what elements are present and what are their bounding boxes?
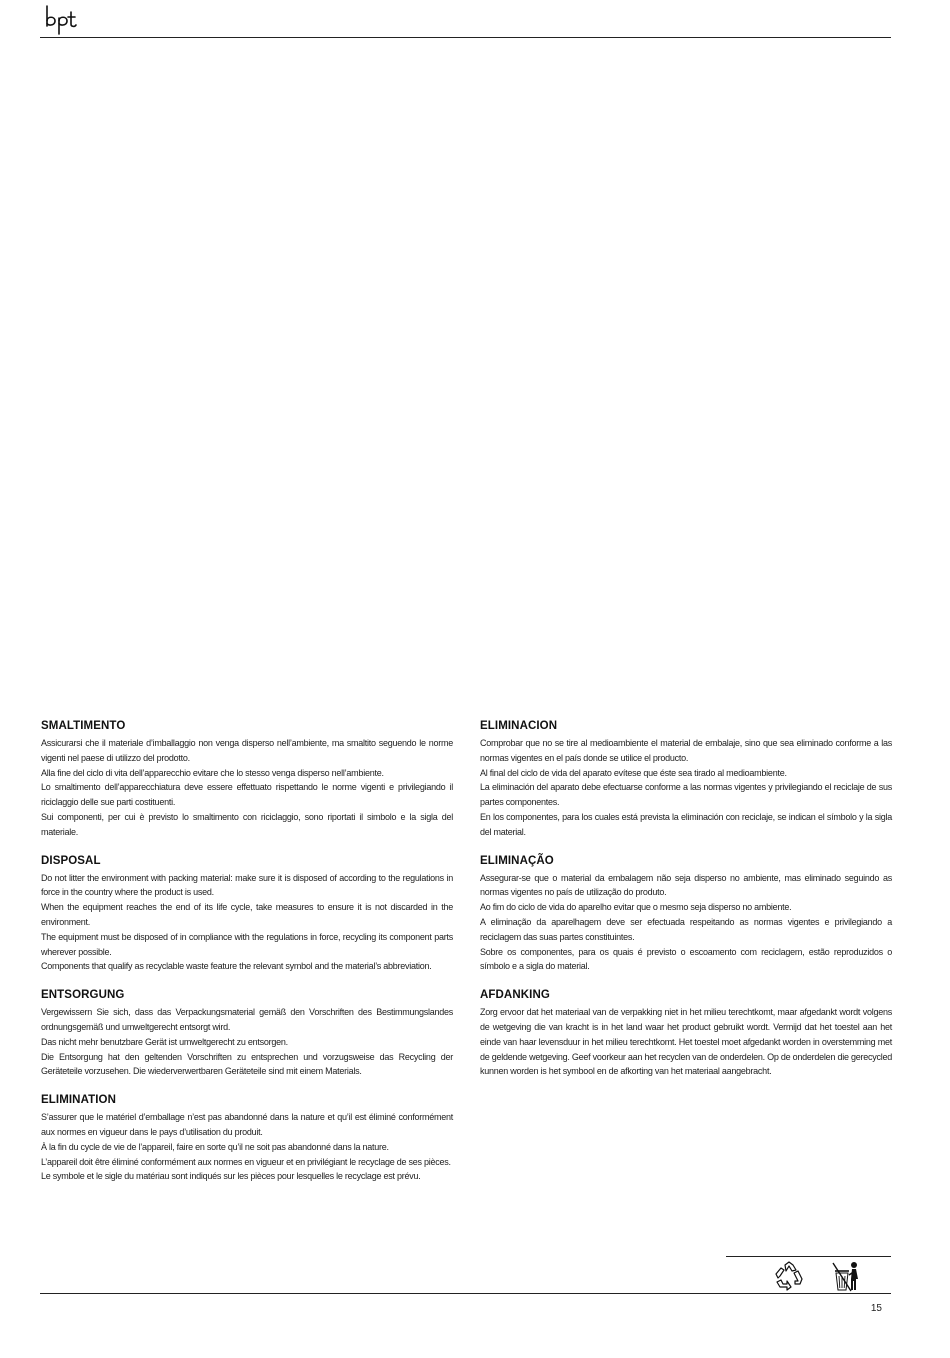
- section-eliminação: [480, 854, 892, 975]
- section-paragraph: Assicurarsi che il materiale d’imballaggio non venga disperso nell’ambiente, ma smaltito seguendo le norme vigenti nel paese di utilizzo del prodotto.: [41, 738, 453, 763]
- left-column: [41, 719, 453, 1198]
- section-paragraph: Das nicht mehr benutzbare Gerät ist umweltgerecht zu entsorgen.: [41, 1036, 288, 1047]
- section-paragraph: Sui componenti, per cui è previsto lo smaltimento con riciclaggio, sono riportati il simbolo e la sigla del materiale.: [41, 811, 453, 837]
- section-paragraph: Components that qualify as recyclable waste feature the relevant symbol and the material’s abbreviation.: [41, 961, 432, 972]
- section-paragraph: Zorg ervoor dat het materiaal van de verpakking niet in het milieu terechtkomt, maar afgedankt wordt volgens de wetgeving die van kracht is in het land waar het product gebruikt wordt. Vermijd dat het toestel aan het einde van haar levensduur in het milieu terechtkomt. Het toestel moet afgedankt worden in overstemming met de geldende wetgeving. Geef voorkeur aan het recyclen van de onderdelen. Op de onderdelen die gerecycled kunnen worden is het symbool en de afkorting van het materiaal aangebracht.: [480, 1007, 892, 1077]
- footer-rule: [40, 1293, 891, 1294]
- section-entsorgung: [41, 988, 453, 1079]
- section-eliminacion: [480, 719, 892, 840]
- section-title: ELIMINATION: [41, 1094, 116, 1107]
- section-paragraph: Le symbole et le sigle du matériau sont indiqués sur les pièces pour lesquelles le recyclage est prévu.: [41, 1171, 421, 1182]
- section-paragraph: Comprobar que no se tire al medioambiente el material de embalaje, sino que sea eliminado conforme a las normas vigentes en el país donde se utilice el producto.: [480, 738, 892, 763]
- section-title: ENTSORGUNG: [41, 989, 125, 1002]
- section-paragraph: L’appareil doit être éliminé conformément aux normes en vigueur et en privilégiant le recyclage de ses pièces.: [41, 1156, 451, 1167]
- section-elimination: [41, 1093, 453, 1184]
- section-title: SMALTIMENTO: [41, 720, 126, 732]
- section-paragraph: La eliminación del aparato debe efectuarse conforme a las normas vigentes y privilegiando el reciclaje de sus partes componentes.: [480, 782, 892, 808]
- section-title: DISPOSAL: [41, 854, 101, 867]
- icon-rule: [726, 1256, 891, 1257]
- trash-bin-icon: [832, 1260, 862, 1292]
- section-paragraph: Assegurar-se que o material da embalagem não seja disperso no ambiente, mas eliminado seguindo as normas vigentes no país de utilização do produto.: [480, 872, 892, 898]
- section-paragraph: S’assurer que le matériel d’emballage n’est pas abandonné dans la nature et qu’il est éliminé conformément aux normes en vigueur dans le pays d’utilisation du produit.: [41, 1112, 453, 1137]
- section-paragraph: Alla fine del ciclo di vita dell’apparecchio evitare che lo stesso venga disperso nell’ambiente.: [41, 767, 384, 778]
- section-paragraph: Al final del ciclo de vida del aparato evítese que éste sea tirado al medioambiente.: [480, 767, 787, 778]
- page-number: 15: [870, 1303, 882, 1314]
- section-afdanking: [480, 988, 892, 1079]
- section-paragraph: Do not litter the environment with packing material: make sure it is disposed of according to the regulations in force in the country where the product is used.: [41, 872, 453, 898]
- section-paragraph: Ao fim do ciclo de vida do aparelho evitar que o mesmo seja disperso no ambiente.: [480, 902, 792, 913]
- section-paragraph: En los componentes, para los cuales está prevista la eliminación con reciclaje, se indican el símbolo y la sigla del material.: [480, 811, 892, 837]
- recycle-icon: [773, 1260, 805, 1292]
- header-rule: [40, 37, 891, 38]
- bpt-logo: [42, 2, 82, 38]
- section-title: AFDANKING: [480, 989, 550, 1002]
- section-disposal: [41, 854, 453, 975]
- section-title: ELIMINACION: [480, 720, 558, 732]
- section-paragraph: Sobre os componentes, para os quais é previsto o escoamento com reciclagem, estão reproduzidos o símbolo e a sigla do material.: [480, 946, 892, 972]
- section-paragraph: Die Entsorgung hat den geltenden Vorschriften zu entsprechen und vorzugsweise das Recycling der Geräteteile vorzusehen. Die wiederverwertbaren Geräteteile sind mit einem Materials.: [41, 1051, 453, 1077]
- section-paragraph: When the equipment reaches the end of its life cycle, take measures to ensure it is not discarded in the environment.: [41, 902, 453, 927]
- section-title: ELIMINAÇÃO: [480, 854, 554, 867]
- right-column: [480, 719, 892, 1093]
- section-paragraph: A eliminação da aparelhagem deve ser efectuada respeitando as normas vigentes e privilegiando a reciclagem das suas partes constituintes.: [480, 916, 892, 942]
- section-paragraph: The equipment must be disposed of in compliance with the regulations in force, recycling its component parts wherever possible.: [41, 931, 453, 957]
- section-paragraph: À la fin du cycle de vie de l’appareil, faire en sorte qu’il ne soit pas abandonné dans la nature.: [41, 1141, 389, 1152]
- section-paragraph: Vergewissern Sie sich, dass das Verpackungsmaterial gemäß den Vorschriften des Bestimmungslandes ordnungsgemäß und umweltgerecht entsorgt wird.: [41, 1007, 453, 1032]
- section-paragraph: Lo smaltimento dell’apparecchiatura deve essere effettuato rispettando le norme vigenti e privilegiando il riciclaggio delle sue parti costituenti.: [41, 782, 453, 808]
- section-smaltimento: [41, 719, 453, 840]
